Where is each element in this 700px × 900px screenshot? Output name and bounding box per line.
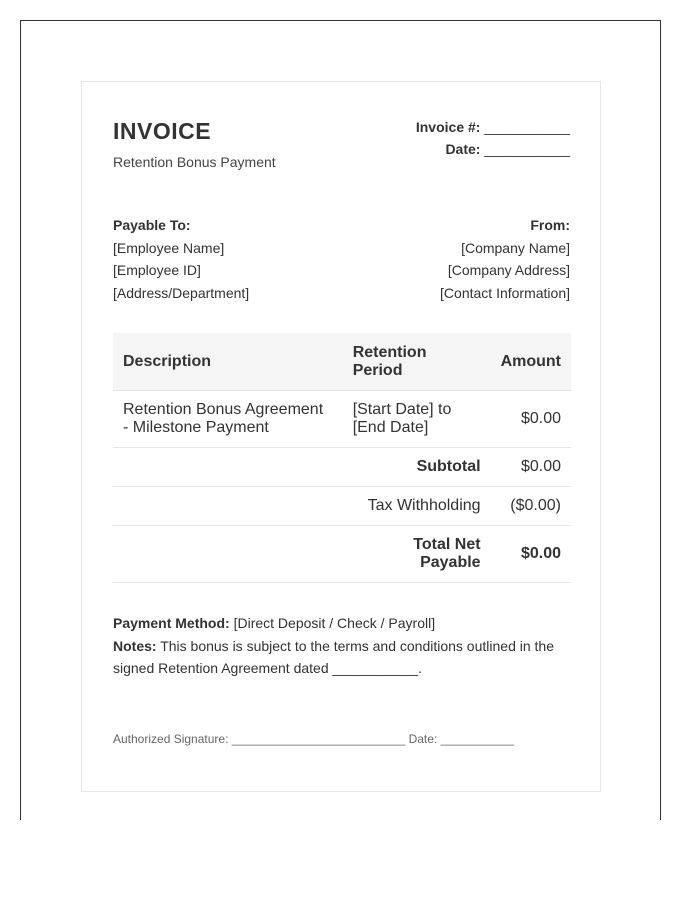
invoice-meta [416,116,570,160]
total-value: $0.00 [491,526,571,583]
from-block [440,214,570,304]
payment-method-line [113,612,568,635]
total-label: Total Net Payable [413,536,481,571]
subtotal-value: $0.00 [491,448,571,487]
from-line: [Contact Information] [440,284,570,301]
table-row [113,391,571,448]
payable-to-line: [Employee ID] [113,262,201,278]
invoice-number-field[interactable]: ___________ [484,119,570,135]
table-header-row [113,333,571,391]
column-header-retention-period: Retention Period [343,333,491,391]
invoice-date-line [416,138,570,160]
invoice-subtitle: Retention Bonus Payment [113,154,276,170]
payment-method-label: Payment Method: [113,615,230,631]
payment-section [113,612,568,680]
column-header-amount: Amount [491,333,571,391]
notes-text: This bonus is subject to the terms and conditions outlined in the signed Retention Agreement dated ___________. [113,637,554,676]
tax-row [113,487,571,526]
total-label-cell [113,526,491,583]
payable-to-heading: Payable To: [113,217,191,233]
subtotal-row [113,448,571,487]
line-items-table [113,333,571,583]
payment-method-value: [Direct Deposit / Check / Payroll] [233,615,436,631]
cell-description: Retention Bonus Agreement - Milestone Payment [113,391,343,448]
invoice-date-field[interactable]: ___________ [484,141,570,157]
invoice-date-label: Date: [445,141,481,157]
total-row [113,526,571,583]
subtotal-label: Subtotal [113,448,491,487]
invoice-title: INVOICE [113,118,212,144]
invoice-document [81,81,601,792]
signature-line: Authorized Signature: __________________________ Date: ___________ [113,732,515,746]
from-line: [Company Address] [447,262,570,278]
notes-label: Notes: [113,637,157,654]
payable-to-block [113,214,249,304]
notes-line [113,635,568,680]
cell-retention-period: [Start Date] to [End Date] [343,391,491,448]
from-line: [Company Name] [461,239,570,256]
payable-to-line: [Address/Department] [113,284,250,301]
column-header-description: Description [113,333,343,391]
invoice-number-label: Invoice #: [415,119,481,135]
from-heading: From: [530,217,570,233]
invoice-number-line [416,116,570,138]
payable-to-line: [Employee Name] [113,239,225,256]
cell-amount: $0.00 [491,391,571,448]
tax-label: Tax Withholding [113,487,491,526]
tax-value: ($0.00) [491,487,571,526]
